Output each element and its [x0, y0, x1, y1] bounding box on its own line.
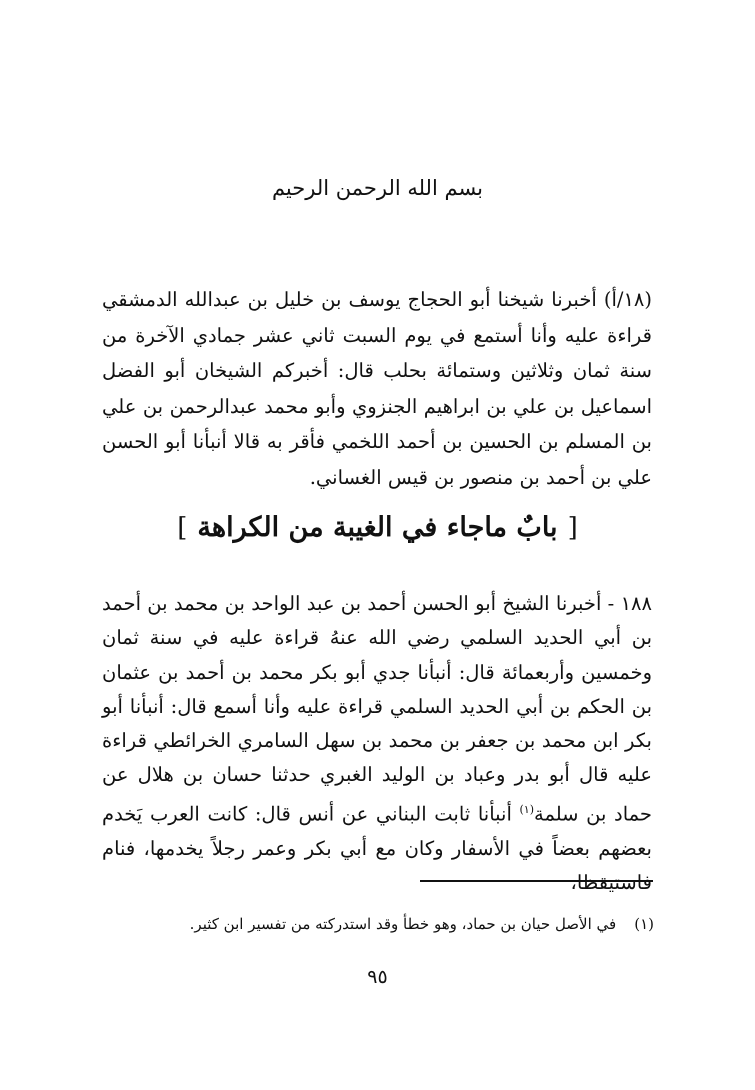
basmala-heading: بسم الله الرحمن الرحيم: [271, 176, 484, 200]
hadith-text-part-1: ١٨٨ - أخبرنا الشيخ أبو الحسن أحمد بن عبد الواحد بن محمد بن أحمد بن أبي الحديد السلمي رضي الله عنهُ قراءة عليه في سنة ثمان وخمسين وأربعمائة قال: أنبأنا جدي أبو بكر محمد بن أحمد بن عثمان بن الحكم بن أبي الحديد السلمي قراءة عليه وأنا أسمع قال: أنبأنا أبو بكر ابن محمد بن جعفر بن محمد بن سهل السامري الخرائطي قراءة عليه قال أبو بدر وعباد بن الوليد الغبري حدثنا حسان بن هلال عن حماد بن سلمة: [102, 592, 652, 826]
footnote: [102, 912, 654, 936]
footnote-marker: (١): [519, 802, 534, 816]
footnote-number: (١): [634, 915, 654, 933]
footnote-divider: [420, 880, 653, 882]
chapter-heading: [0, 512, 755, 543]
page-number: ٩٥: [367, 966, 388, 988]
chapter-close-bracket: ]: [177, 513, 188, 543]
hadith-paragraph: [102, 587, 652, 900]
isnad-paragraph: (١٨/أ) أخبرنا شيخنا أبو الحجاج يوسف بن خليل بن عبدالله الدمشقي قراءة عليه وأنا أستمع في يوم السبت ثاني عشر جمادي الآخرة من سنة ثمان وثلاثين وستمائة بحلب قال: أخبركم الشيخان أبو الفضل اسماعيل بن علي بن ابراهيم الجنزوي وأبو محمد عبدالرحمن بن علي بن المسلم بن الحسين بن أحمد اللخمي فأقر به قالا أنبأنا أبو الحسن علي بن أحمد بن منصور بن قيس الغساني.: [102, 288, 652, 489]
footnote-text: في الأصل حيان بن حماد، وهو خطأ وقد استدركته من تفسير ابن كثير.: [189, 915, 617, 933]
chapter-title: بابٌ ماجاء في الغيبة من الكراهة: [197, 512, 558, 543]
chapter-open-bracket: [: [567, 513, 578, 543]
hadith-text-part-2: أنبأنا ثابت البناني عن أنس قال: كانت العرب يَخدم بعضهم بعضاً في الأسفار وكان مع أبي بكر وعمر رجلاً يخدمها، فنام فاستيقظا،: [102, 802, 652, 894]
